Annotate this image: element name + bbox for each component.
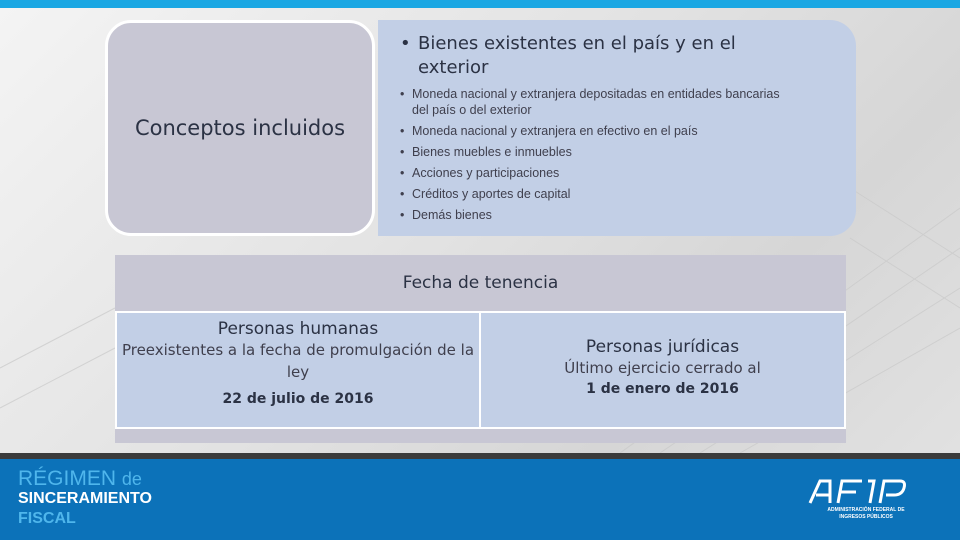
brand-sinceramiento: SINCERAMIENTO <box>18 490 152 507</box>
brand-regimen-word: RÉGIMEN <box>18 467 117 490</box>
afip-logo <box>806 477 926 535</box>
personas-humanas-text: Preexistentes a la fecha de promulgación de la ley <box>121 341 475 381</box>
brand-regimen <box>18 467 142 491</box>
fecha-tenencia-title: Fecha de tenencia <box>402 273 559 293</box>
concepts-title: Conceptos incluidos <box>134 116 346 140</box>
brand-de-word: de <box>121 469 142 489</box>
personas-juridicas-text: Último ejercicio cerrado al <box>564 359 761 377</box>
personas-humanas-date: 22 de julio de 2016 <box>222 391 374 407</box>
logo-caption-line1: ADMINISTRACIÓN FEDERAL DE <box>827 507 905 513</box>
list-item: • Acciones y participaciones <box>400 165 790 181</box>
logo-caption-line2: INGRESOS PÚBLICOS <box>839 514 893 520</box>
list-item: • Moneda nacional y extranjera depositadas en entidades bancarias del país o del exterior <box>400 86 790 118</box>
brand-fiscal: FISCAL <box>18 510 76 527</box>
list-item: • Créditos y aportes de capital <box>400 186 790 202</box>
fecha-tenencia-panel <box>115 255 846 443</box>
personas-juridicas-date: 1 de enero de 2016 <box>586 381 739 397</box>
personas-humanas-cell <box>115 311 481 429</box>
concepts-list <box>400 32 790 228</box>
afip-logo-caption <box>796 507 936 521</box>
concepts-title-panel <box>105 20 375 236</box>
personas-juridicas-cell <box>479 311 846 429</box>
top-accent-bar <box>0 0 960 8</box>
footer-bar <box>0 459 960 540</box>
list-item: • Moneda nacional y extranjera en efectivo en el país <box>400 123 790 139</box>
personas-juridicas-title: Personas jurídicas <box>585 337 740 357</box>
list-item: • Bienes muebles e inmuebles <box>400 144 790 160</box>
list-item: • Demás bienes <box>400 207 790 223</box>
list-item-main: • Bienes existentes en el país y en el exterior <box>400 32 790 80</box>
personas-humanas-title: Personas humanas <box>217 319 379 339</box>
